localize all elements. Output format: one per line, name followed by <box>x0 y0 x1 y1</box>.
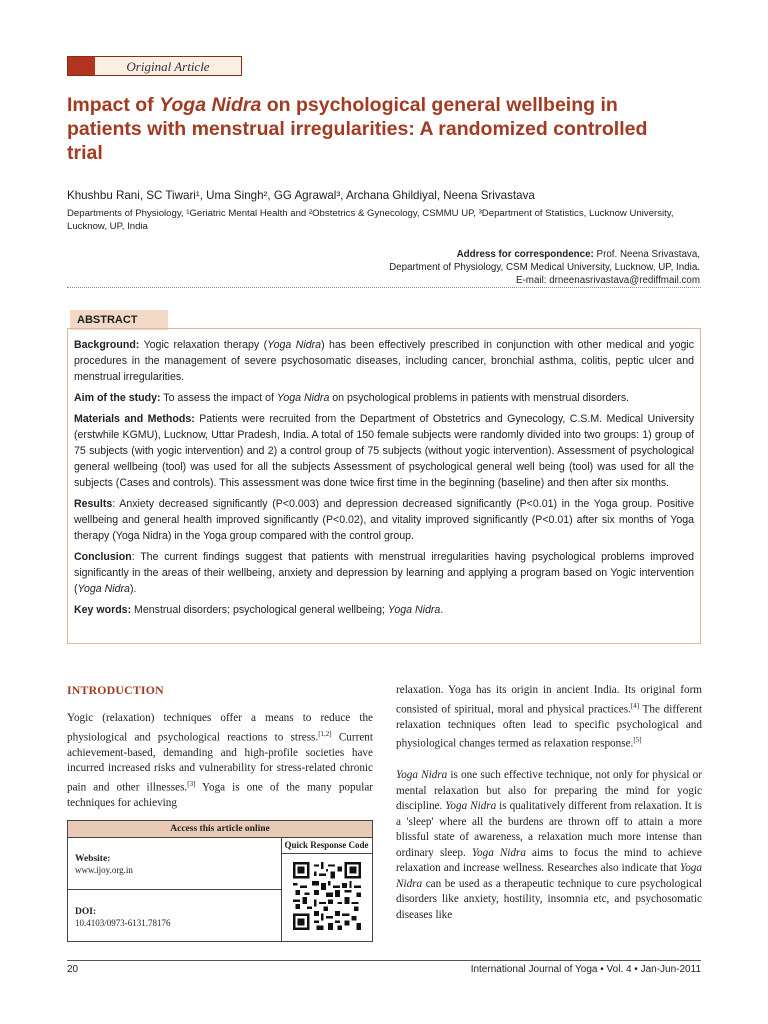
introduction-heading: INTRODUCTION <box>67 683 164 697</box>
tag-accent-bar <box>68 57 95 75</box>
title-italic: Yoga Nidra <box>159 94 262 116</box>
title-part2: on psychological general wellbeing in patients with menstrual irregularities: A randomized controlled trial <box>67 94 648 164</box>
journal-citation: International Journal of Yoga • Vol. 4 • Jan-Jun-2011 <box>470 964 701 975</box>
introduction-paragraph: Yogic (relaxation) techniques offer a means to reduce the physiological and psychological reactions to stress.[1,2] Current achievement-based, demanding and high-profile societies have incurred increased risks and vulnerability for stress-related chronic pain and other illnesses.[3] Yoga is one of the many popular techniques for achieving <box>67 712 374 809</box>
dotted-divider <box>67 287 701 288</box>
qr-code-icon[interactable] <box>293 859 361 933</box>
abstract-methods: Materials and Methods: Patients were recruited from the Department of Obstetrics and Gynecology, C.S.M. Medical University (erstwhile KGMU), Lucknow, Uttar Pradesh, India. A total of 150 female subjects were randomly divided into two groups: 1) group of 75 subjects (with yogic intervention) and 2) a control group of 75 subjects (without yogic intervention). Assessment of psychological general wellbeing (tool) was used for all the subjects Assessment of psychological general well being (tool) was used for all the subjects (Cases and controls). This assessment was done twice first time in the beginning (baseline) and then after six months. <box>74 413 694 489</box>
correspondence-address: Department of Physiology, CSM Medical University, Lucknow, UP, India. <box>389 262 700 273</box>
yoga-nidra-paragraph: Yoga Nidra is one such effective technique, not only for physical or mental relaxation but also for preparing the mind for yogic discipline. Yoga Nidra is qualitatively different from relaxation. It is a 'sleep' where all the burdens are thrown off to attain a more blissful state of awareness, a relaxation much more intense than ordinary sleep. Yoga Nidra aims to focus the mind to achieve relaxation and increase wellness. Researches also indicate that Yoga Nidra can be used as a therapeutic technique to cure psychological disorders like anxiety, hostility, insomnia etc, and psychosomatic diseases like <box>396 769 702 921</box>
doi-label: DOI: <box>75 907 97 917</box>
qr-label: Quick Response Code <box>281 837 372 854</box>
article-type-tag <box>67 56 242 76</box>
article-type-label: Original Article <box>95 57 241 75</box>
access-info-cell <box>68 837 282 941</box>
abstract-box <box>67 328 701 644</box>
citation-ref[interactable]: [4] <box>630 701 640 710</box>
affiliations: Departments of Physiology, ¹Geriatric Mental Health and ²Obstetrics & Gynecology, CSMMU UP, ³Department of Statistics, Lucknow University, Lucknow, UP, India <box>67 208 674 232</box>
introduction-column <box>67 683 373 811</box>
abstract-aim: Aim of the study: To assess the impact of Yoga Nidra on psychological problems in patients with menstrual disorders. <box>74 392 630 404</box>
title-part1: Impact of <box>67 94 160 116</box>
citation-ref[interactable]: [3] <box>187 779 196 788</box>
relaxation-paragraph: relaxation. Yoga has its origin in ancient India. Its original form consisted of spiritual, moral and physical practices.[4] The different relaxation techniques often lead to specific psychological and physiological changes termed as relaxation response.[5] <box>396 684 702 750</box>
access-header: Access this article online <box>68 821 372 838</box>
abstract-results: Results: Anxiety decreased significantly (P<0.003) and depression decreased significantly (P<0.01) in the Yoga group. Positive wellbeing and general health improved significantly (P<0.02), and vitality improved significantly (P<0.01) after six months of Yoga therapy (Yoga Nidra) in the Yoga group compared with the control group. <box>74 498 694 542</box>
article-title <box>67 93 687 165</box>
website-label: Website: <box>75 854 111 864</box>
correspondence-label: Address for correspondence: <box>456 249 594 260</box>
abstract-label: ABSTRACT <box>70 310 168 330</box>
author-list: Khushbu Rani, SC Tiwari¹, Uma Singh², GG Agrawal³, Archana Ghildiyal, Neena Srivastava <box>67 189 535 202</box>
website-row <box>68 837 281 890</box>
right-column <box>396 683 702 923</box>
abstract-background: Background: Yogic relaxation therapy (Yoga Nidra) has been effectively prescribed in conjunction with other medical and yogic procedures in the management of severe psychosomatic diseases, including cancer, bronchial asthma, colitis, peptic ulcer and menstrual irregularities. <box>74 339 695 383</box>
citation-ref[interactable]: [1,2] <box>318 729 332 738</box>
page-number: 20 <box>67 964 79 975</box>
correspondence-email[interactable]: E-mail: drneenasrivastava@rediffmail.com <box>516 275 700 286</box>
footer-divider <box>67 960 701 961</box>
correspondence-name: Prof. Neena Srivastava, <box>593 249 700 260</box>
correspondence-block <box>200 248 700 287</box>
access-article-box <box>67 820 373 942</box>
abstract-conclusion: Conclusion: The current findings suggest that patients with menstrual irregularities having psychological problems improved significantly in the areas of their wellbeing, anxiety and depression by learning and applying a program based on Yogic intervention (Yoga Nidra). <box>74 551 694 595</box>
doi-value[interactable]: 10.4103/0973-6131.78176 <box>75 918 171 928</box>
citation-ref[interactable]: [5] <box>633 736 642 745</box>
website-link[interactable]: www.ijoy.org.in <box>75 865 133 875</box>
abstract-keywords: Key words: Menstrual disorders; psychological general wellbeing; Yoga Nidra. <box>74 604 444 616</box>
